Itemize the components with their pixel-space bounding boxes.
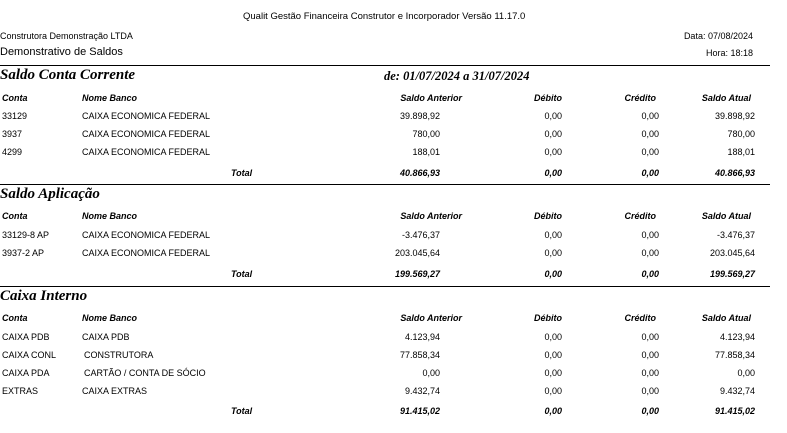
total-credito: 0,00 (641, 168, 659, 178)
col-nome-banco: Nome Banco (82, 93, 138, 103)
row-debito: 0,00 (544, 350, 562, 360)
row-credito: 0,00 (641, 386, 659, 396)
row-conta: CAIXA PDA (2, 368, 50, 378)
col-saldo-anterior: Saldo Anterior (400, 211, 462, 221)
row-debito: 0,00 (544, 230, 562, 240)
total-saldo-anterior: 91.415,02 (399, 406, 440, 416)
col-saldo-anterior: Saldo Anterior (400, 313, 462, 323)
row-credito: 0,00 (641, 129, 659, 139)
col-nome-banco: Nome Banco (82, 211, 138, 221)
row-saldo-anterior: 9.432,74 (404, 386, 440, 396)
col-saldo-anterior: Saldo Anterior (400, 93, 462, 103)
col-saldo-atual: Saldo Atual (701, 211, 751, 221)
section-divider (0, 65, 770, 66)
system-title: Qualit Gestão Financeira Construtor e Incorporador Versão 11.17.0 (243, 11, 526, 22)
row-banco: CONSTRUTORA (84, 350, 154, 360)
report-name: Demonstrativo de Saldos (0, 46, 123, 58)
total-label: Total (231, 168, 253, 178)
row-banco: CAIXA EXTRAS (82, 386, 148, 396)
row-saldo-atual: 780,00 (727, 129, 755, 139)
section-title-aplicacao: Saldo Aplicação (0, 186, 100, 202)
row-conta: 33129 (2, 111, 28, 121)
row-banco: CAIXA ECONOMICA FEDERAL (82, 147, 211, 157)
row-debito: 0,00 (544, 368, 562, 378)
row-credito: 0,00 (641, 368, 659, 378)
total-debito: 0,00 (544, 406, 562, 416)
row-debito: 0,00 (544, 129, 562, 139)
row-debito: 0,00 (544, 111, 562, 121)
col-conta: Conta (2, 93, 28, 103)
total-label: Total (231, 269, 253, 279)
total-saldo-atual: 40.866,93 (714, 168, 755, 178)
row-credito: 0,00 (641, 230, 659, 240)
row-saldo-anterior: 0,00 (422, 368, 440, 378)
col-debito: Débito (534, 313, 562, 323)
row-debito: 0,00 (544, 147, 562, 157)
total-saldo-atual: 199.569,27 (709, 269, 755, 279)
col-nome-banco: Nome Banco (82, 313, 138, 323)
col-saldo-atual: Saldo Atual (701, 93, 751, 103)
row-debito: 0,00 (544, 386, 562, 396)
row-conta: CAIXA PDB (2, 332, 50, 342)
section-title-caixa-interno: Caixa Interno (0, 288, 88, 304)
row-banco: CARTÃO / CONTA DE SÓCIO (84, 368, 206, 378)
row-saldo-atual: 203.045,64 (709, 248, 755, 258)
row-saldo-anterior: 77.858,34 (399, 350, 440, 360)
section-divider (0, 286, 770, 287)
row-credito: 0,00 (641, 350, 659, 360)
section-divider (0, 184, 770, 185)
total-credito: 0,00 (641, 269, 659, 279)
row-saldo-anterior: -3.476,37 (401, 230, 440, 240)
col-conta: Conta (2, 211, 28, 221)
row-saldo-atual: 188,01 (727, 147, 755, 157)
row-credito: 0,00 (641, 332, 659, 342)
row-saldo-anterior: 4.123,94 (404, 332, 440, 342)
row-saldo-atual: 4.123,94 (719, 332, 755, 342)
row-saldo-atual: -3.476,37 (716, 230, 755, 240)
row-conta: EXTRAS (2, 386, 39, 396)
total-saldo-anterior: 40.866,93 (399, 168, 440, 178)
col-debito: Débito (534, 211, 562, 221)
row-banco: CAIXA PDB (82, 332, 130, 342)
col-credito: Crédito (624, 211, 656, 221)
row-saldo-anterior: 203.045,64 (394, 248, 440, 258)
row-saldo-atual: 0,00 (737, 368, 755, 378)
row-conta: 33129-8 AP (2, 230, 50, 240)
total-credito: 0,00 (641, 406, 659, 416)
row-conta: CAIXA CONL (2, 350, 57, 360)
total-debito: 0,00 (544, 168, 562, 178)
section-title-conta-corrente: Saldo Conta Corrente (0, 67, 136, 83)
col-debito: Débito (534, 93, 562, 103)
row-saldo-anterior: 39.898,92 (399, 111, 440, 121)
row-debito: 0,00 (544, 248, 562, 258)
row-credito: 0,00 (641, 147, 659, 157)
row-saldo-anterior: 188,01 (412, 147, 440, 157)
row-credito: 0,00 (641, 248, 659, 258)
col-credito: Crédito (624, 93, 656, 103)
row-conta: 4299 (2, 147, 23, 157)
row-banco: CAIXA ECONOMICA FEDERAL (82, 230, 211, 240)
row-conta: 3937-2 AP (2, 248, 45, 258)
total-debito: 0,00 (544, 269, 562, 279)
col-conta: Conta (2, 313, 28, 323)
total-saldo-atual: 91.415,02 (714, 406, 755, 416)
row-banco: CAIXA ECONOMICA FEDERAL (82, 129, 211, 139)
row-credito: 0,00 (641, 111, 659, 121)
period-range: de: 01/07/2024 a 31/07/2024 (384, 69, 530, 83)
total-label: Total (231, 406, 253, 416)
company-name: Construtora Demonstração LTDA (0, 31, 133, 41)
row-banco: CAIXA ECONOMICA FEDERAL (82, 111, 211, 121)
row-banco: CAIXA ECONOMICA FEDERAL (82, 248, 211, 258)
row-saldo-anterior: 780,00 (412, 129, 440, 139)
total-saldo-anterior: 199.569,27 (394, 269, 440, 279)
row-conta: 3937 (2, 129, 23, 139)
report-time: Hora: 18:18 (705, 48, 753, 58)
col-credito: Crédito (624, 313, 656, 323)
report-date: Data: 07/08/2024 (683, 31, 753, 41)
row-saldo-atual: 77.858,34 (714, 350, 755, 360)
row-debito: 0,00 (544, 332, 562, 342)
row-saldo-atual: 39.898,92 (714, 111, 755, 121)
row-saldo-atual: 9.432,74 (719, 386, 755, 396)
col-saldo-atual: Saldo Atual (701, 313, 751, 323)
